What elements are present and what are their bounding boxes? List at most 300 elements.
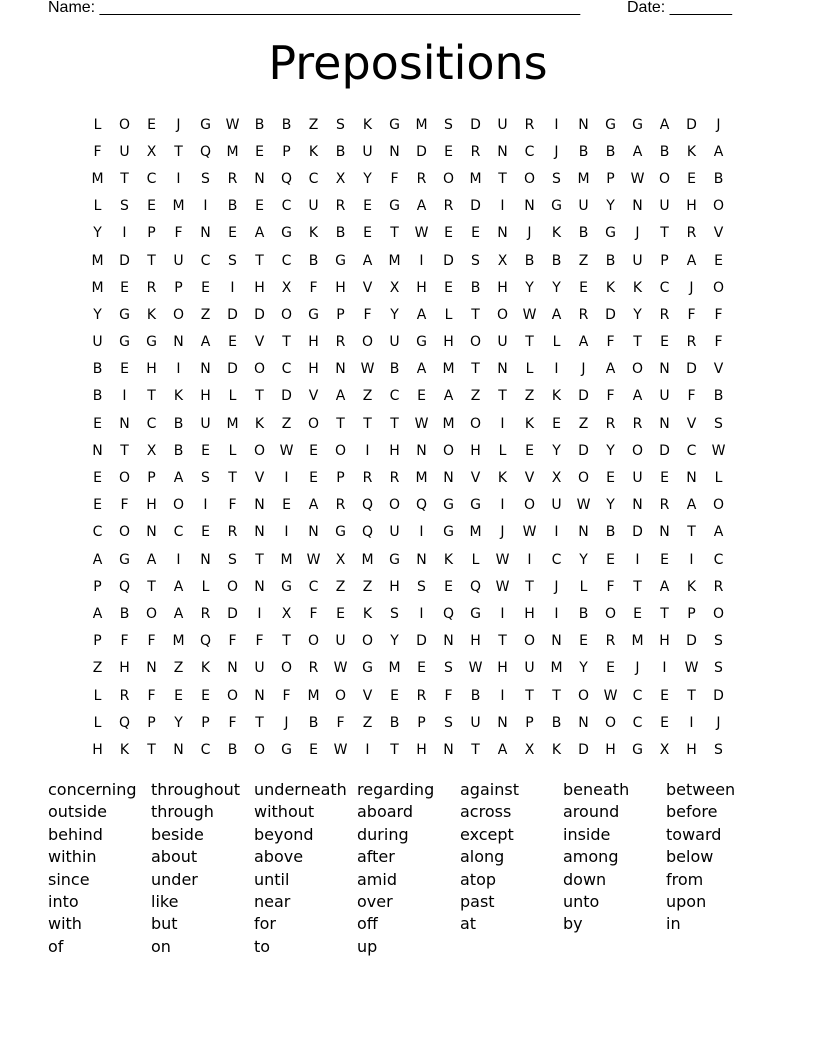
- grid-cell[interactable]: A: [416, 306, 427, 323]
- grid-cell[interactable]: C: [146, 170, 157, 187]
- grid-cell[interactable]: T: [687, 524, 696, 541]
- grid-cell[interactable]: Q: [361, 497, 374, 514]
- grid-cell[interactable]: O: [631, 361, 644, 378]
- grid-cell[interactable]: C: [146, 415, 157, 432]
- grid-cell[interactable]: N: [443, 470, 454, 487]
- grid-cell[interactable]: T: [255, 714, 264, 731]
- grid-cell[interactable]: E: [660, 687, 669, 704]
- grid-cell[interactable]: B: [659, 143, 670, 160]
- grid-cell[interactable]: S: [336, 116, 345, 133]
- grid-cell[interactable]: C: [632, 714, 643, 731]
- grid-cell[interactable]: R: [308, 660, 319, 677]
- grid-cell[interactable]: N: [308, 524, 319, 541]
- grid-cell[interactable]: W: [495, 578, 510, 595]
- grid-cell[interactable]: E: [309, 470, 318, 487]
- grid-cell[interactable]: T: [336, 415, 345, 432]
- grid-cell[interactable]: B: [551, 714, 562, 731]
- grid-cell[interactable]: O: [469, 415, 482, 432]
- grid-cell[interactable]: E: [228, 334, 237, 351]
- grid-cell[interactable]: A: [92, 551, 103, 568]
- grid-cell[interactable]: A: [686, 497, 697, 514]
- grid-cell[interactable]: U: [362, 143, 373, 160]
- grid-cell[interactable]: E: [633, 605, 642, 622]
- grid-cell[interactable]: B: [335, 225, 346, 242]
- grid-cell[interactable]: N: [254, 497, 265, 514]
- grid-cell[interactable]: K: [308, 225, 319, 242]
- grid-cell[interactable]: A: [632, 143, 643, 160]
- grid-cell[interactable]: M: [442, 361, 455, 378]
- grid-cell[interactable]: B: [470, 279, 481, 296]
- grid-cell[interactable]: Y: [606, 198, 615, 215]
- grid-cell[interactable]: N: [146, 524, 157, 541]
- grid-cell[interactable]: Q: [280, 170, 293, 187]
- grid-cell[interactable]: O: [604, 714, 617, 731]
- grid-cell[interactable]: B: [713, 170, 724, 187]
- grid-cell[interactable]: C: [524, 143, 535, 160]
- grid-cell[interactable]: J: [581, 361, 586, 378]
- grid-cell[interactable]: H: [686, 198, 697, 215]
- grid-cell[interactable]: V: [254, 334, 265, 351]
- grid-cell[interactable]: V: [308, 388, 319, 405]
- grid-cell[interactable]: E: [390, 687, 399, 704]
- grid-cell[interactable]: A: [173, 578, 184, 595]
- grid-cell[interactable]: N: [173, 334, 184, 351]
- grid-cell[interactable]: O: [253, 442, 266, 459]
- grid-cell[interactable]: Z: [173, 660, 184, 677]
- grid-cell[interactable]: G: [470, 497, 481, 514]
- grid-cell[interactable]: R: [713, 578, 724, 595]
- grid-cell[interactable]: K: [551, 388, 562, 405]
- grid-cell[interactable]: S: [228, 252, 237, 269]
- grid-cell[interactable]: T: [363, 415, 372, 432]
- grid-cell[interactable]: A: [686, 252, 697, 269]
- grid-cell[interactable]: L: [498, 442, 507, 459]
- grid-cell[interactable]: E: [579, 633, 588, 650]
- grid-cell[interactable]: K: [173, 388, 184, 405]
- grid-cell[interactable]: G: [389, 116, 400, 133]
- grid-cell[interactable]: W: [684, 660, 699, 677]
- grid-cell[interactable]: O: [604, 605, 617, 622]
- grid-cell[interactable]: U: [119, 143, 130, 160]
- grid-cell[interactable]: N: [524, 198, 535, 215]
- grid-cell[interactable]: Y: [525, 279, 534, 296]
- grid-cell[interactable]: G: [632, 741, 643, 758]
- grid-cell[interactable]: G: [119, 306, 130, 323]
- grid-cell[interactable]: G: [281, 225, 292, 242]
- grid-cell[interactable]: E: [201, 279, 210, 296]
- grid-cell[interactable]: E: [660, 714, 669, 731]
- grid-cell[interactable]: B: [389, 714, 400, 731]
- grid-cell[interactable]: J: [689, 279, 694, 296]
- grid-cell[interactable]: T: [147, 578, 156, 595]
- grid-cell[interactable]: I: [365, 442, 370, 459]
- grid-cell[interactable]: N: [497, 361, 508, 378]
- grid-cell[interactable]: S: [714, 660, 723, 677]
- grid-cell[interactable]: S: [390, 605, 399, 622]
- grid-cell[interactable]: R: [659, 497, 670, 514]
- grid-cell[interactable]: K: [524, 415, 535, 432]
- grid-cell[interactable]: E: [606, 470, 615, 487]
- grid-cell[interactable]: F: [228, 497, 237, 514]
- grid-cell[interactable]: N: [254, 524, 265, 541]
- grid-cell[interactable]: E: [282, 497, 291, 514]
- grid-cell[interactable]: P: [174, 279, 183, 296]
- grid-cell[interactable]: F: [228, 714, 237, 731]
- grid-cell[interactable]: Q: [469, 578, 482, 595]
- grid-cell[interactable]: Y: [93, 306, 102, 323]
- grid-cell[interactable]: F: [714, 334, 723, 351]
- grid-cell[interactable]: A: [632, 388, 643, 405]
- grid-cell[interactable]: V: [686, 415, 697, 432]
- grid-cell[interactable]: L: [552, 334, 561, 351]
- grid-cell[interactable]: R: [335, 497, 346, 514]
- grid-cell[interactable]: S: [120, 198, 129, 215]
- grid-cell[interactable]: K: [308, 143, 319, 160]
- grid-cell[interactable]: A: [362, 252, 373, 269]
- grid-cell[interactable]: P: [93, 578, 102, 595]
- grid-cell[interactable]: A: [200, 334, 211, 351]
- grid-cell[interactable]: B: [713, 388, 724, 405]
- grid-cell[interactable]: E: [201, 687, 210, 704]
- grid-cell[interactable]: Y: [390, 306, 399, 323]
- grid-cell[interactable]: K: [362, 605, 373, 622]
- grid-cell[interactable]: D: [659, 442, 670, 459]
- grid-cell[interactable]: Z: [281, 415, 292, 432]
- grid-cell[interactable]: H: [254, 279, 265, 296]
- grid-cell[interactable]: G: [335, 524, 346, 541]
- grid-cell[interactable]: A: [659, 116, 670, 133]
- grid-cell[interactable]: X: [335, 551, 346, 568]
- grid-cell[interactable]: F: [174, 225, 183, 242]
- grid-cell[interactable]: Y: [606, 442, 615, 459]
- grid-cell[interactable]: B: [173, 442, 184, 459]
- grid-cell[interactable]: I: [500, 687, 505, 704]
- grid-cell[interactable]: H: [335, 279, 346, 296]
- grid-cell[interactable]: W: [576, 497, 591, 514]
- grid-cell[interactable]: M: [172, 633, 185, 650]
- grid-cell[interactable]: F: [228, 633, 237, 650]
- grid-cell[interactable]: D: [578, 741, 589, 758]
- grid-cell[interactable]: D: [227, 306, 238, 323]
- grid-cell[interactable]: R: [605, 633, 616, 650]
- grid-cell[interactable]: P: [687, 605, 696, 622]
- grid-cell[interactable]: G: [416, 334, 427, 351]
- grid-cell[interactable]: R: [119, 687, 130, 704]
- grid-cell[interactable]: E: [444, 279, 453, 296]
- grid-cell[interactable]: B: [308, 714, 319, 731]
- grid-cell[interactable]: S: [444, 714, 453, 731]
- grid-cell[interactable]: C: [713, 551, 724, 568]
- grid-cell[interactable]: Z: [470, 388, 481, 405]
- grid-cell[interactable]: D: [578, 388, 589, 405]
- grid-cell[interactable]: T: [525, 687, 534, 704]
- grid-cell[interactable]: N: [686, 470, 697, 487]
- grid-cell[interactable]: E: [309, 741, 318, 758]
- grid-cell[interactable]: P: [282, 143, 291, 160]
- grid-cell[interactable]: M: [550, 660, 563, 677]
- grid-cell[interactable]: K: [146, 306, 157, 323]
- grid-cell[interactable]: L: [471, 551, 480, 568]
- grid-cell[interactable]: G: [389, 551, 400, 568]
- grid-cell[interactable]: V: [362, 279, 373, 296]
- grid-cell[interactable]: J: [635, 225, 640, 242]
- grid-cell[interactable]: B: [227, 198, 238, 215]
- grid-cell[interactable]: A: [335, 388, 346, 405]
- grid-cell[interactable]: W: [333, 741, 348, 758]
- grid-cell[interactable]: O: [631, 442, 644, 459]
- grid-cell[interactable]: T: [471, 741, 480, 758]
- grid-cell[interactable]: O: [712, 198, 725, 215]
- grid-cell[interactable]: A: [605, 361, 616, 378]
- grid-cell[interactable]: V: [254, 470, 265, 487]
- grid-cell[interactable]: B: [389, 361, 400, 378]
- grid-cell[interactable]: B: [92, 361, 103, 378]
- grid-cell[interactable]: R: [227, 524, 238, 541]
- grid-cell[interactable]: H: [92, 741, 103, 758]
- grid-cell[interactable]: O: [334, 442, 347, 459]
- grid-cell[interactable]: I: [122, 225, 127, 242]
- grid-cell[interactable]: Y: [390, 633, 399, 650]
- grid-cell[interactable]: G: [443, 524, 454, 541]
- grid-cell[interactable]: J: [716, 714, 721, 731]
- grid-cell[interactable]: E: [201, 442, 210, 459]
- grid-cell[interactable]: E: [606, 660, 615, 677]
- grid-cell[interactable]: D: [416, 143, 427, 160]
- grid-cell[interactable]: A: [173, 470, 184, 487]
- grid-cell[interactable]: P: [147, 225, 156, 242]
- grid-cell[interactable]: T: [525, 578, 534, 595]
- grid-cell[interactable]: D: [686, 633, 697, 650]
- grid-cell[interactable]: O: [226, 578, 239, 595]
- grid-cell[interactable]: D: [632, 524, 643, 541]
- grid-cell[interactable]: O: [361, 633, 374, 650]
- grid-cell[interactable]: N: [200, 361, 211, 378]
- grid-cell[interactable]: E: [93, 415, 102, 432]
- grid-cell[interactable]: H: [200, 388, 211, 405]
- grid-cell[interactable]: T: [390, 225, 399, 242]
- grid-cell[interactable]: G: [200, 116, 211, 133]
- grid-cell[interactable]: U: [470, 714, 481, 731]
- grid-cell[interactable]: Z: [362, 714, 373, 731]
- grid-cell[interactable]: W: [225, 116, 240, 133]
- grid-cell[interactable]: I: [284, 470, 289, 487]
- grid-cell[interactable]: C: [281, 198, 292, 215]
- grid-cell[interactable]: K: [686, 143, 697, 160]
- grid-cell[interactable]: F: [147, 633, 156, 650]
- grid-cell[interactable]: V: [362, 687, 373, 704]
- grid-cell[interactable]: I: [176, 170, 181, 187]
- grid-cell[interactable]: O: [577, 687, 590, 704]
- grid-cell[interactable]: Y: [363, 170, 372, 187]
- grid-cell[interactable]: W: [603, 687, 618, 704]
- grid-cell[interactable]: U: [632, 470, 643, 487]
- grid-cell[interactable]: N: [578, 714, 589, 731]
- grid-cell[interactable]: O: [226, 687, 239, 704]
- grid-cell[interactable]: D: [470, 198, 481, 215]
- grid-cell[interactable]: N: [335, 361, 346, 378]
- grid-cell[interactable]: R: [605, 415, 616, 432]
- grid-cell[interactable]: N: [659, 415, 670, 432]
- grid-cell[interactable]: G: [308, 306, 319, 323]
- grid-cell[interactable]: I: [554, 116, 559, 133]
- grid-cell[interactable]: O: [118, 524, 131, 541]
- grid-cell[interactable]: C: [659, 279, 670, 296]
- grid-cell[interactable]: O: [658, 170, 671, 187]
- grid-cell[interactable]: H: [605, 741, 616, 758]
- grid-cell[interactable]: H: [308, 334, 319, 351]
- grid-cell[interactable]: T: [660, 225, 669, 242]
- grid-cell[interactable]: E: [147, 198, 156, 215]
- grid-cell[interactable]: L: [525, 361, 534, 378]
- grid-cell[interactable]: X: [389, 279, 400, 296]
- grid-cell[interactable]: B: [605, 143, 616, 160]
- grid-cell[interactable]: W: [495, 551, 510, 568]
- grid-cell[interactable]: U: [524, 660, 535, 677]
- grid-cell[interactable]: N: [659, 361, 670, 378]
- grid-cell[interactable]: E: [525, 442, 534, 459]
- grid-cell[interactable]: T: [147, 741, 156, 758]
- grid-cell[interactable]: X: [281, 279, 292, 296]
- grid-cell[interactable]: H: [659, 633, 670, 650]
- grid-cell[interactable]: N: [119, 415, 130, 432]
- grid-cell[interactable]: C: [551, 551, 562, 568]
- grid-cell[interactable]: B: [92, 388, 103, 405]
- grid-cell[interactable]: X: [551, 470, 562, 487]
- grid-cell[interactable]: B: [578, 225, 589, 242]
- grid-cell[interactable]: O: [577, 470, 590, 487]
- grid-cell[interactable]: N: [92, 442, 103, 459]
- grid-cell[interactable]: M: [442, 415, 455, 432]
- grid-cell[interactable]: A: [578, 334, 589, 351]
- grid-cell[interactable]: W: [306, 551, 321, 568]
- grid-cell[interactable]: G: [362, 660, 373, 677]
- grid-cell[interactable]: F: [363, 306, 372, 323]
- grid-cell[interactable]: I: [554, 524, 559, 541]
- grid-cell[interactable]: H: [470, 633, 481, 650]
- grid-cell[interactable]: M: [307, 687, 320, 704]
- grid-cell[interactable]: K: [632, 279, 643, 296]
- grid-cell[interactable]: X: [281, 605, 292, 622]
- grid-cell[interactable]: T: [147, 252, 156, 269]
- grid-cell[interactable]: D: [281, 388, 292, 405]
- grid-cell[interactable]: I: [500, 198, 505, 215]
- grid-cell[interactable]: M: [415, 470, 428, 487]
- grid-cell[interactable]: E: [174, 687, 183, 704]
- grid-cell[interactable]: H: [389, 578, 400, 595]
- grid-cell[interactable]: I: [176, 551, 181, 568]
- grid-cell[interactable]: F: [687, 306, 696, 323]
- grid-cell[interactable]: O: [523, 497, 536, 514]
- grid-cell[interactable]: Y: [633, 306, 642, 323]
- grid-cell[interactable]: E: [255, 143, 264, 160]
- grid-cell[interactable]: T: [660, 605, 669, 622]
- grid-cell[interactable]: I: [500, 497, 505, 514]
- grid-cell[interactable]: B: [578, 143, 589, 160]
- grid-cell[interactable]: E: [309, 442, 318, 459]
- grid-cell[interactable]: S: [714, 741, 723, 758]
- grid-cell[interactable]: E: [120, 279, 129, 296]
- grid-cell[interactable]: Z: [362, 388, 373, 405]
- grid-cell[interactable]: P: [417, 714, 426, 731]
- grid-cell[interactable]: X: [659, 741, 670, 758]
- grid-cell[interactable]: C: [632, 687, 643, 704]
- grid-cell[interactable]: O: [442, 442, 455, 459]
- grid-cell[interactable]: X: [335, 170, 346, 187]
- grid-cell[interactable]: M: [361, 551, 374, 568]
- grid-cell[interactable]: N: [632, 198, 643, 215]
- grid-cell[interactable]: U: [659, 198, 670, 215]
- grid-cell[interactable]: X: [146, 143, 157, 160]
- grid-cell[interactable]: T: [633, 334, 642, 351]
- grid-cell[interactable]: K: [119, 741, 130, 758]
- grid-cell[interactable]: J: [284, 714, 289, 731]
- grid-cell[interactable]: M: [388, 660, 401, 677]
- grid-cell[interactable]: G: [119, 551, 130, 568]
- grid-cell[interactable]: A: [308, 497, 319, 514]
- grid-cell[interactable]: N: [551, 633, 562, 650]
- grid-cell[interactable]: I: [419, 524, 424, 541]
- grid-cell[interactable]: U: [92, 334, 103, 351]
- grid-cell[interactable]: I: [689, 714, 694, 731]
- grid-cell[interactable]: O: [307, 415, 320, 432]
- grid-cell[interactable]: Z: [578, 252, 589, 269]
- grid-cell[interactable]: I: [284, 524, 289, 541]
- grid-cell[interactable]: N: [389, 143, 400, 160]
- grid-cell[interactable]: E: [606, 551, 615, 568]
- grid-cell[interactable]: D: [605, 306, 616, 323]
- grid-cell[interactable]: Q: [442, 605, 455, 622]
- grid-cell[interactable]: E: [201, 524, 210, 541]
- grid-cell[interactable]: Q: [118, 578, 131, 595]
- grid-cell[interactable]: N: [497, 143, 508, 160]
- grid-cell[interactable]: Q: [118, 714, 131, 731]
- grid-cell[interactable]: K: [254, 415, 265, 432]
- grid-cell[interactable]: E: [714, 252, 723, 269]
- grid-cell[interactable]: C: [308, 170, 319, 187]
- grid-cell[interactable]: R: [335, 334, 346, 351]
- grid-cell[interactable]: M: [631, 633, 644, 650]
- grid-cell[interactable]: B: [335, 143, 346, 160]
- grid-cell[interactable]: H: [443, 334, 454, 351]
- grid-cell[interactable]: O: [442, 170, 455, 187]
- grid-cell[interactable]: P: [147, 714, 156, 731]
- grid-cell[interactable]: H: [497, 279, 508, 296]
- grid-cell[interactable]: Y: [174, 714, 183, 731]
- grid-cell[interactable]: I: [419, 252, 424, 269]
- grid-cell[interactable]: M: [226, 415, 239, 432]
- grid-cell[interactable]: J: [635, 660, 640, 677]
- grid-cell[interactable]: O: [388, 497, 401, 514]
- grid-cell[interactable]: B: [308, 252, 319, 269]
- grid-cell[interactable]: T: [525, 334, 534, 351]
- grid-cell[interactable]: T: [255, 388, 264, 405]
- grid-cell[interactable]: C: [92, 524, 103, 541]
- grid-cell[interactable]: N: [416, 551, 427, 568]
- grid-cell[interactable]: O: [469, 334, 482, 351]
- grid-cell[interactable]: L: [444, 306, 453, 323]
- grid-cell[interactable]: K: [605, 279, 616, 296]
- grid-cell[interactable]: E: [147, 116, 156, 133]
- grid-cell[interactable]: G: [551, 198, 562, 215]
- grid-cell[interactable]: C: [200, 252, 211, 269]
- grid-cell[interactable]: E: [363, 225, 372, 242]
- grid-cell[interactable]: E: [579, 279, 588, 296]
- grid-cell[interactable]: M: [280, 551, 293, 568]
- grid-cell[interactable]: U: [497, 334, 508, 351]
- grid-cell[interactable]: C: [173, 524, 184, 541]
- grid-cell[interactable]: M: [91, 170, 104, 187]
- grid-cell[interactable]: T: [633, 578, 642, 595]
